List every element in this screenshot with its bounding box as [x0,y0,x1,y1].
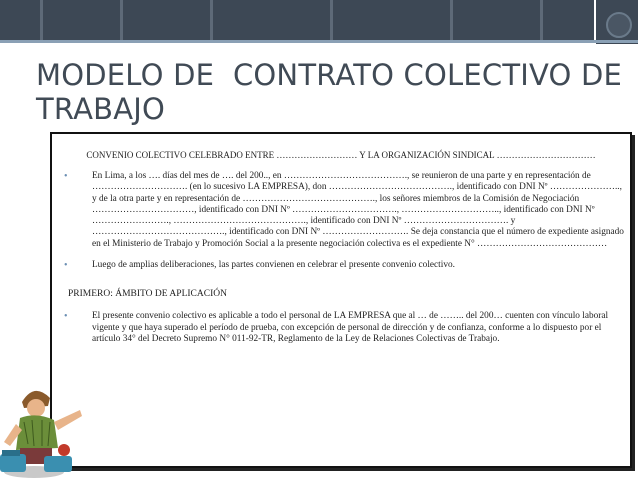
bullet-icon: • [64,171,68,182]
corner-tab [594,0,638,44]
section-title: PRIMERO: ÁMBITO DE APLICACIÓN [68,289,227,300]
paragraph-scope [52,311,630,345]
paragraph-intro [52,171,630,250]
slide-title: MODELO DE CONTRATO COLECTIVO DE TRABAJO [36,58,632,126]
paragraph-intro-text: En Lima, a los …. días del mes de …. del 200.., en …………………………………., se reunieron de una parte y en representación de …………………………. (en lo sucesivo LA EMPRESA), don …………………………………., identificado con DNI Nº ………………….., y de la otra parte y en representación de ……………………………………., los señores miembros de la Comisión de Negociación ……………………………, identificado con DNI Nº ……………………………., ………………………….., identificado con DNI Nº ……………………., ……………………………………., identificado con DNI Nº ……………………………. y ……………………………………., identificado con DNI Nº ………………………. Se deja constancia que el número de expediente asignado en el Ministerio de Trabajo y Promoción Social a la presente negociación colectiva es el expediente N° …………………………………… [92,171,624,249]
band-stripe [40,0,43,40]
band-stripe [540,0,543,40]
worker-clipart-icon [0,372,92,479]
contract-text-box [50,132,632,468]
bullet-icon: • [64,260,68,272]
band-stripe [120,0,123,40]
accent-line [0,40,638,43]
header-band [0,0,638,40]
paragraph-agreement-text: Luego de amplias deliberaciones, las partes convienen en celebrar el presente convenio colectivo. [92,260,455,271]
band-stripe [210,0,213,40]
band-stripe [330,0,333,40]
band-stripe [450,0,453,40]
contract-heading: CONVENIO COLECTIVO CELEBRADO ENTRE ……………………… Y LA ORGANIZACIÓN SINDICAL …………………………… [86,150,596,160]
bullet-icon: • [64,311,68,323]
paragraph-scope-text: El presente convenio colectivo es aplicable a todo el personal de LA EMPRESA que al … de …….. del 200… cuenten con vínculo laboral vigente y que haya superado el período de prueba, con excepción de personal de dirección y de confianza, conforme a lo dispuesto por el artículo 34° del Decreto Supremo N° 011-92-TR, Reglamento de la Ley de Relaciones Colectivas de Trabajo. [92,311,609,344]
paragraph-agreement [52,260,630,271]
